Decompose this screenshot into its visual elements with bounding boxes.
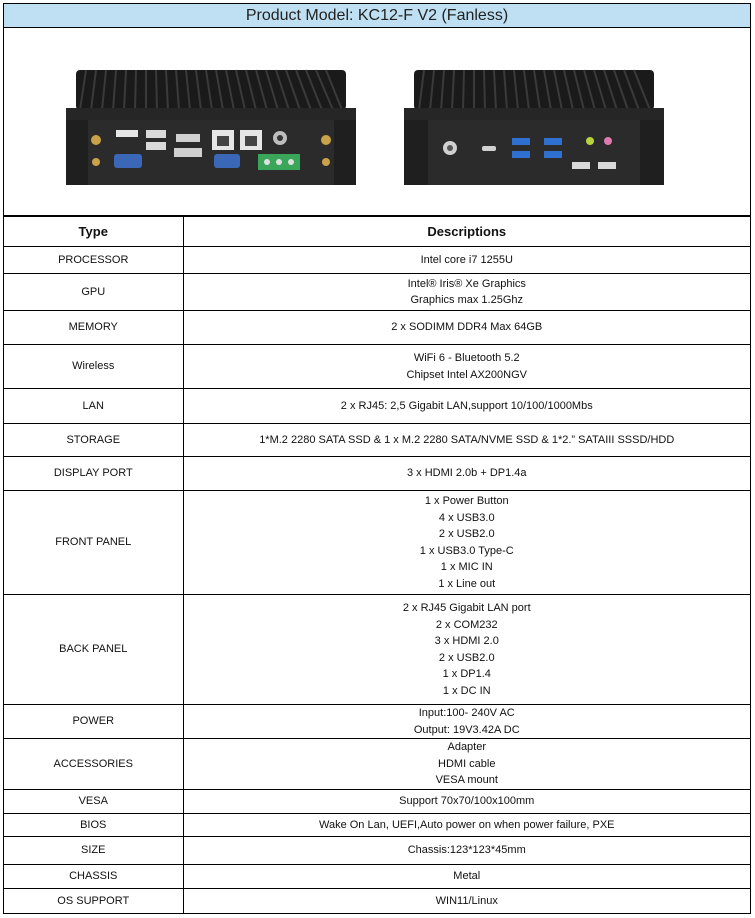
description-line: Output: 19V3.42A DC [413,723,520,736]
spec-row [4,424,750,457]
description-line: Graphics max 1.25Ghz [410,294,523,306]
description-line: 4 x USB3.0 [438,511,495,524]
spec-description [183,705,750,739]
spec-description [183,814,750,837]
spec-row [4,345,750,389]
spec-type: VESA [4,790,183,814]
spec-description [183,311,750,345]
description-line: 1 x Line out [438,577,496,590]
spec-row [4,837,750,865]
descriptions-header: Descriptions [183,217,750,247]
spec-description [183,790,750,814]
product-title: Product Model: KC12-F V2 (Fanless) [4,4,750,28]
spec-description [183,491,750,595]
spec-type: BIOS [4,814,183,837]
spec-description [183,345,750,389]
description-line: 1 x DC IN [442,684,491,697]
description-line: WiFi 6 - Bluetooth 5.2 [413,352,520,364]
description-line: 1 x USB3.0 Type-C [419,544,514,557]
spec-row [4,274,750,311]
spec-table [4,217,750,913]
spec-description [183,739,750,790]
description-line: Metal [453,870,481,883]
spec-type: SIZE [4,837,183,865]
description-line: 2 x USB2.0 [438,528,495,540]
spec-type: DISPLAY PORT [4,457,183,491]
description-line: 1*M.2 2280 SATA SSD & 1 x M.2 2280 SATA/NVME SSD & 1*2.” SATAIII SSSD/HDD [259,433,675,446]
spec-type: GPU [4,274,183,311]
spec-row [4,889,750,913]
spec-row [4,311,750,345]
spec-type: STORAGE [4,424,183,457]
description-line: 2 x USB2.0 [438,651,495,664]
spec-description [183,889,750,913]
spec-row [4,389,750,424]
spec-description [183,424,750,457]
spec-description [183,274,750,311]
description-line: Chassis:123*123*45mm [407,844,526,857]
spec-row [4,491,750,595]
description-line: 1 x DP1.4 [442,668,491,680]
spec-row [4,739,750,790]
spec-row [4,595,750,705]
spec-description [183,247,750,274]
description-line: 2 x RJ45 Gigabit LAN port [402,602,531,614]
spec-type: CHASSIS [4,865,183,889]
description-line: 2 x RJ45: 2,5 Gigabit LAN,support 10/100/1000Mbs [340,399,593,412]
spec-type: OS SUPPORT [4,889,183,913]
spec-type: BACK PANEL [4,595,183,705]
description-line: HDMI cable [438,757,496,770]
description-line: WIN11/Linux [435,894,498,907]
spec-type: POWER [4,705,183,739]
spec-type: MEMORY [4,311,183,345]
spec-sheet [3,3,751,914]
spec-type: ACCESSORIES [4,739,183,790]
description-line: 1 x MIC IN [440,561,493,573]
description-line: Chipset Intel AX200NGV [406,368,527,381]
description-line: Adapter [447,741,487,754]
device-back-photo [66,50,356,185]
spec-row [4,865,750,889]
description-line: 1 x Power Button [424,495,509,507]
spec-row [4,705,750,739]
description-line: Input:100- 240V AC [418,707,515,719]
spec-row [4,814,750,837]
spec-description [183,457,750,491]
product-photos [4,28,750,217]
spec-type: FRONT PANEL [4,491,183,595]
type-header: Type [4,217,183,247]
spec-row [4,247,750,274]
description-line: Intel core i7 1255U [420,253,513,266]
spec-row [4,790,750,814]
spec-description [183,389,750,424]
description-line: VESA mount [435,774,498,787]
description-line: 3 x HDMI 2.0b + DP1.4a [406,467,527,480]
description-line: Intel® Iris® Xe Graphics [407,277,526,290]
spec-description [183,595,750,705]
description-line: 3 x HDMI 2.0 [434,635,499,647]
spec-type: PROCESSOR [4,247,183,274]
spec-description [183,865,750,889]
device-front-photo [404,50,664,185]
description-line: 2 x COM232 [435,618,498,631]
description-line: Support 70x70/100x100mm [399,795,535,808]
description-line: Wake On Lan, UEFI,Auto power on when power failure, PXE [318,818,615,831]
spec-row [4,457,750,491]
description-line: 2 x SODIMM DDR4 Max 64GB [391,321,543,334]
spec-description [183,837,750,865]
spec-type: LAN [4,389,183,424]
spec-type: Wireless [4,345,183,389]
